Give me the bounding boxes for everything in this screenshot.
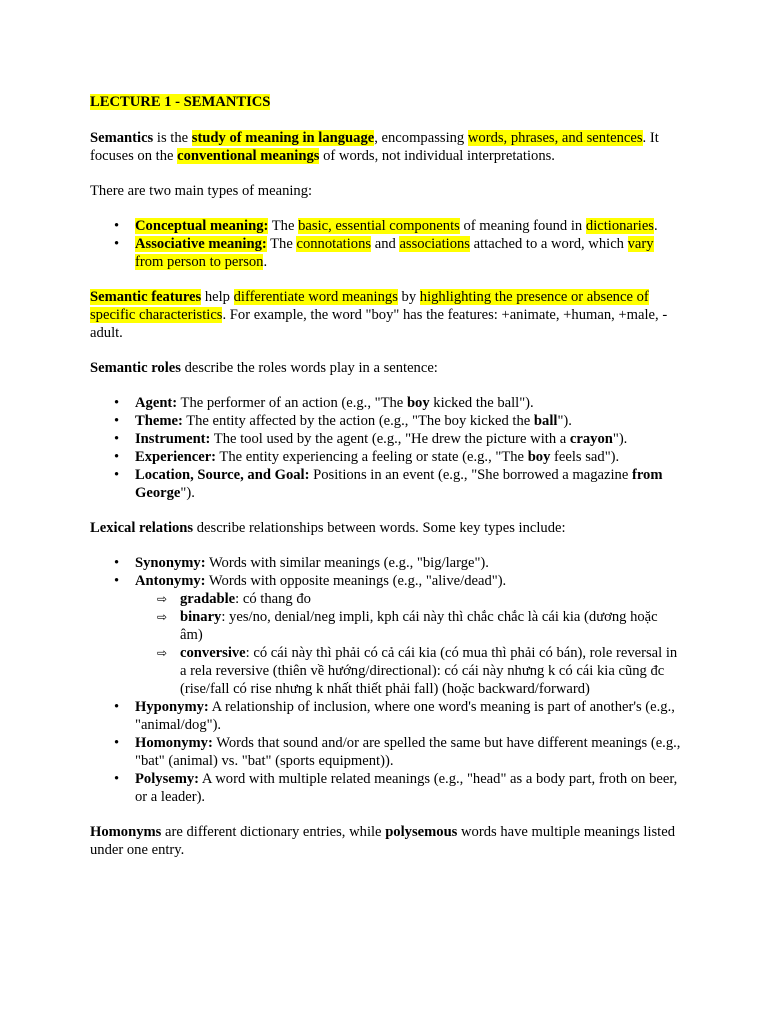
lexical-intro <box>90 519 682 537</box>
item-label: Associative meaning: <box>135 236 267 252</box>
text-run: are different dictionary entries, while <box>161 824 386 840</box>
list-item-conceptual-meaning <box>90 217 682 235</box>
sublist-item-gradable <box>135 590 682 608</box>
list-item-hyponymy <box>90 698 682 734</box>
text-run: A relationship of inclusion, where one word's meaning is part of another's (e.g., "animal/dog"). <box>135 699 675 733</box>
text-run: of meaning found in <box>459 218 586 234</box>
text-run: Positions in an event (e.g., "She borrowed a magazine <box>309 467 632 483</box>
highlight: study of meaning in language <box>191 130 375 146</box>
text-run: Words with opposite meanings (e.g., "alive/dead"). <box>205 573 507 589</box>
arrow-right-outline-icon: ⇨ <box>157 610 168 624</box>
list-item-instrument <box>90 430 682 448</box>
text-run: is the <box>153 130 192 146</box>
semantic-roles-list <box>90 394 682 502</box>
highlight: connotations <box>296 236 372 252</box>
list-item-experiencer <box>90 448 682 466</box>
list-item-associative-meaning <box>90 235 682 271</box>
text-run: The performer of an action (e.g., "The <box>177 395 407 411</box>
item-label: Instrument: <box>135 431 211 447</box>
item-label: Theme: <box>135 413 183 429</box>
closing-paragraph <box>90 823 682 859</box>
sublist-item-binary <box>135 608 682 644</box>
item-label: gradable <box>180 591 236 607</box>
item-label: conversive <box>180 645 246 661</box>
text-run: The entity experiencing a feeling or state (e.g., "The <box>216 449 528 465</box>
text-run: The <box>266 236 297 252</box>
item-label: Experiencer: <box>135 449 217 465</box>
text-run: Words with similar meanings (e.g., "big/large"). <box>205 555 489 571</box>
term-semantic-roles: Semantic roles <box>90 360 181 376</box>
item-label: Location, Source, and Goal: <box>135 467 310 483</box>
highlight: conventional meanings <box>177 148 320 164</box>
item-label: binary <box>180 609 222 625</box>
text-run: , encompassing <box>374 130 468 146</box>
item-label: Agent: <box>135 395 178 411</box>
text-run: The entity affected by the action (e.g., "The boy kicked the <box>182 413 534 429</box>
term-lexical-relations: Lexical relations <box>90 520 194 536</box>
text-run: A word with multiple related meanings (e.g., "head" as a body part, froth on beer, or a leader). <box>135 771 678 805</box>
text-run: describe the roles words play in a sentence: <box>180 360 438 376</box>
item-label: Antonymy: <box>135 573 206 589</box>
item-label: Synonymy: <box>135 555 206 571</box>
item-label: Polysemy: <box>135 771 200 787</box>
text-run: : có cái này thì phải có cả cái kia (có mua thì phải có bán), role reversal in a rela reversive (thiên về hướng/directional): có cái này nhưng k có cái kia cũng đc (rise/fall có rise nhưng k nhất thiết phải fall) (hoặc backward/forward) <box>180 645 678 697</box>
bold-example: crayon <box>569 431 613 447</box>
list-item-antonymy <box>90 572 682 698</box>
text-run: . <box>263 254 268 270</box>
term-semantics: Semantics <box>90 130 154 146</box>
highlight: differentiate word meanings <box>233 289 398 305</box>
item-label: Hyponymy: <box>135 699 209 715</box>
term-polysemous: polysemous <box>385 824 458 840</box>
item-label: Homonymy: <box>135 735 213 751</box>
lecture-title <box>90 93 682 111</box>
term-semantic-features: Semantic features <box>90 289 202 305</box>
text-run: feels sad"). <box>550 449 620 465</box>
text-run: attached to a word, which <box>469 236 628 252</box>
text-run: and <box>371 236 400 252</box>
types-intro: There are two main types of meaning: <box>90 183 313 199</box>
text-run: "). <box>557 413 572 429</box>
arrow-right-outline-icon: ⇨ <box>157 592 168 606</box>
bold-example: ball <box>533 413 558 429</box>
highlight: vary from person to person <box>135 236 654 270</box>
text-run: . For example, the word "boy" has the features: +animate, +human, +male, -adult. <box>90 307 668 341</box>
text-run: by <box>397 289 420 305</box>
text-run: . <box>653 218 658 234</box>
text-run: describe relationships between words. Some key types include: <box>193 520 566 536</box>
sublist-item-conversive <box>135 644 682 698</box>
bold-example: boy <box>406 395 430 411</box>
highlight: basic, essential components <box>298 218 460 234</box>
list-item-theme <box>90 412 682 430</box>
text-run: The <box>268 218 299 234</box>
highlight: highlighting the presence or absence of specific characteristics <box>90 289 649 323</box>
list-item-location-source-goal <box>90 466 682 502</box>
intro-paragraph <box>90 129 682 165</box>
meaning-types-list <box>90 217 682 271</box>
lexical-relations-list <box>90 554 682 806</box>
list-item-homonymy <box>90 734 682 770</box>
text-run: : có thang đo <box>235 591 311 607</box>
features-paragraph <box>90 288 682 342</box>
highlight: dictionaries <box>585 218 654 234</box>
antonymy-sublist <box>135 590 682 698</box>
text-run: . It focuses on the <box>90 130 659 164</box>
text-run: "). <box>612 431 628 447</box>
highlight: associations <box>399 236 470 252</box>
text-run: help <box>201 289 234 305</box>
text-run: "). <box>180 485 195 501</box>
document-page <box>90 93 682 876</box>
term-homonyms: Homonyms <box>90 824 162 840</box>
text-run: of words, not individual interpretations. <box>319 148 555 164</box>
arrow-right-outline-icon: ⇨ <box>157 646 168 660</box>
text-run: words have multiple meanings listed under one entry. <box>90 824 676 858</box>
text-run: kicked the ball"). <box>429 395 534 411</box>
bold-example: from George <box>135 467 663 501</box>
highlight: words, phrases, and sentences <box>467 130 643 146</box>
bold-example: boy <box>527 449 551 465</box>
list-item-agent <box>90 394 682 412</box>
roles-intro <box>90 359 682 377</box>
list-item-synonymy <box>90 554 682 572</box>
text-run: Words that sound and/or are spelled the same but have different meanings (e.g., "bat" (animal) vs. "bat" (sports equipment)). <box>135 735 681 769</box>
text-run: : yes/no, denial/neg impli, kph cái này thì chắc chắc là cái kia (dương hoặc âm) <box>180 609 658 643</box>
text-run: The tool used by the agent (e.g., "He drew the picture with a <box>210 431 570 447</box>
list-item-polysemy <box>90 770 682 806</box>
item-label: Conceptual meaning: <box>135 218 269 234</box>
title-text: LECTURE 1 - SEMANTICS <box>90 94 271 110</box>
